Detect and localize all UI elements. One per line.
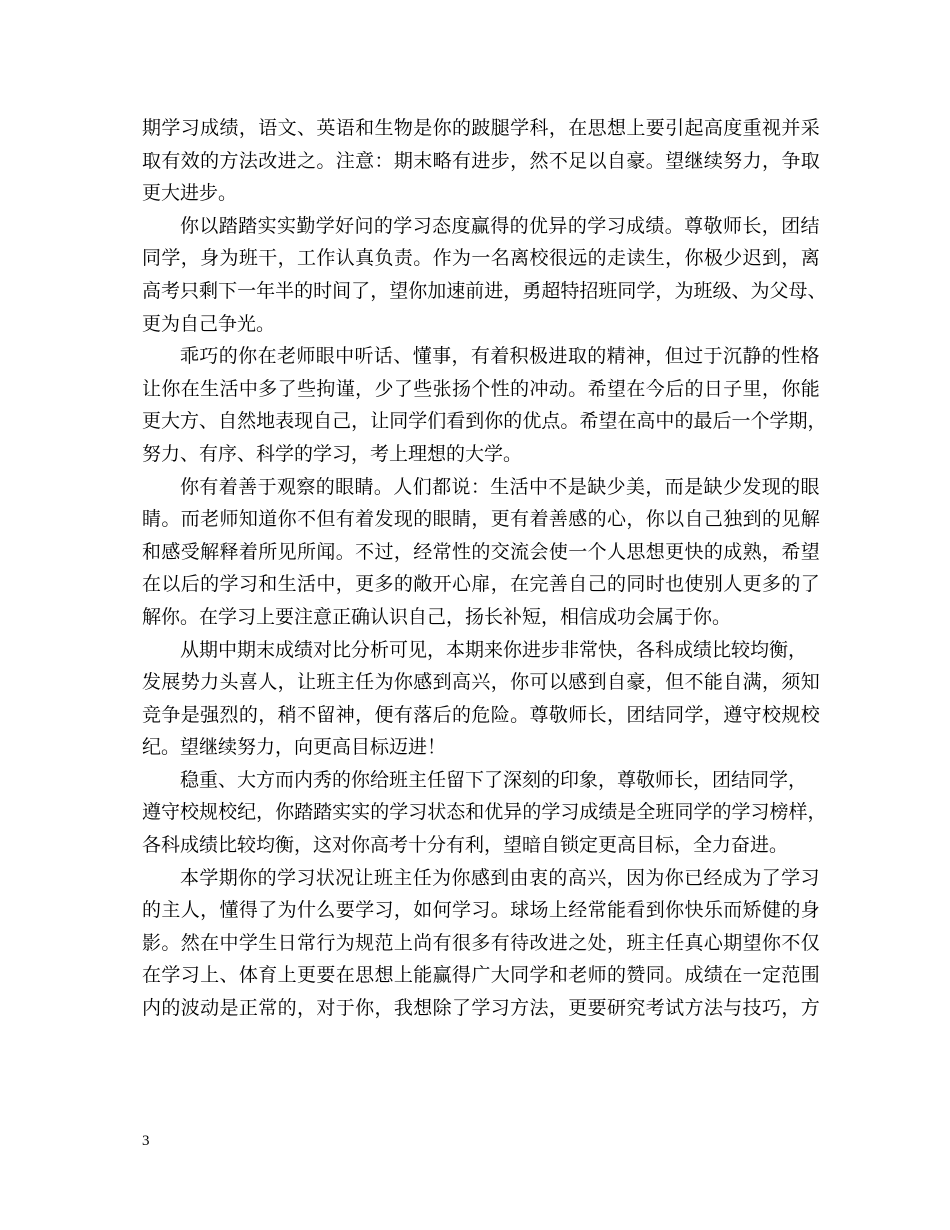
text-line: 本 学 期 你 的 学 习 状 况 让 班 主 任 为 你 感 到 由 衷 的 高 兴 ， 因 为 你 已 经 成 为 了 学 习: [180, 866, 820, 889]
text-line: 同 学 ， 身 为 班 干 ， 工 作 认 真 负 责 。 作 为 一 名 离 校 很 远 的 走 读 生 ， 你 极 少 迟 到 ， 离: [142, 247, 820, 270]
text-line: 各科成绩比较均衡，这对你高考十分有利，望暗自锁定更高目标，全力奋进。: [142, 834, 789, 857]
text-line: 和 感 受 解 释 着 所 见 所 闻 。 不 过 ， 经 常 性 的 交 流 会 使 一 个 人 思 想 更 快 的 成 熟 ， 希 望: [142, 540, 820, 563]
text-line: 睛 。 而 老 师 知 道 你 不 但 有 着 发 现 的 眼 睛 ， 更 有 着 善 感 的 心 ， 你 以 自 己 独 到 的 见 解: [142, 508, 820, 531]
text-line: 稳重、大方而内秀的你给班主任留下了深刻的印象，尊敬师长，团结同学，: [180, 768, 808, 791]
text-line: 你 以 踏 踏 实 实 勤 学 好 问 的 学 习 态 度 赢 得 的 优 异 的 学 习 成 绩 。 尊 敬 师 长 ， 团 结: [180, 214, 820, 237]
text-line: 解你。在学习上要注意正确认识自己，扬长补短，相信成功会属于你。: [142, 605, 732, 628]
text-line: 让 你 在 生 活 中 多 了 些 拘 谨 ， 少 了 些 张 扬 个 性 的 冲 动 。 希 望 在 今 后 的 日 子 里 ， 你 能: [142, 377, 820, 400]
text-line: 乖 巧 的 你 在 老 师 眼 中 听 话 、 懂 事 ， 有 着 积 极 进 取 的 精 神 ， 但 过 于 沉 静 的 性 格: [180, 345, 820, 368]
text-line: 在 学 习 上 、 体 育 上 更 要 在 思 想 上 能 赢 得 广 大 同 学 和 老 师 的 赞 同 。 成 绩 在 一 定 范 围: [142, 964, 820, 987]
text-line: 竞 争 是 强 烈 的 ， 稍 不 留 神 ， 便 有 落 后 的 危 险 。 尊 敬 师 长 ， 团 结 同 学 ， 遵 守 校 规 校: [142, 703, 820, 726]
text-line: 期 学 习 成 绩 ， 语 文 、 英 语 和 生 物 是 你 的 跛 腿 学 科 ， 在 思 想 上 要 引 起 高 度 重 视 并 采: [142, 117, 820, 139]
text-line: 从期中期末成绩对比分析可见，本期来你进步非常快，各科成绩比较均衡，: [180, 638, 808, 661]
text-line: 影 。 然 在 中 学 生 日 常 行 为 规 范 上 尚 有 很 多 有 待 改 进 之 处 ， 班 主 任 真 心 期 望 你 不 仅: [142, 931, 820, 954]
text-line: 发 展 势 力 头 喜 人 ， 让 班 主 任 为 你 感 到 高 兴 ， 你 可 以 感 到 自 豪 ， 但 不 能 自 满 ， 须 知: [142, 671, 820, 694]
page-number: 3: [142, 1133, 150, 1149]
text-line: 取 有 效 的 方 法 改 进 之 。 注 意 ： 期 末 略 有 进 步 ， 然 不 足 以 自 豪 。 望 继 续 努 力 ， 争 取: [142, 149, 820, 172]
text-line: 遵 守 校 规 校 纪 ， 你 踏 踏 实 实 的 学 习 状 态 和 优 异 的 学 习 成 绩 是 全 班 同 学 的 学 习 榜 样 ，: [142, 801, 827, 824]
text-line: 内 的 波 动 是 正 常 的 ， 对 于 你 ， 我 想 除 了 学 习 方 法 ， 更 要 研 究 考 试 方 法 与 技 巧 ， 方: [142, 997, 820, 1020]
text-line: 在 以 后 的 学 习 和 生 活 中 ， 更 多 的 敞 开 心 扉 ， 在 完 善 自 己 的 同 时 也 使 别 人 更 多 的 了: [142, 573, 820, 596]
text-line: 高 考 只 剩 下 一 年 半 的 时 间 了 ， 望 你 加 速 前 进 ， 勇 超 特 招 班 同 学 ， 为 班 级 、 为 父 母 、: [142, 279, 827, 302]
text-line: 纪。望继续努力，向更高目标迈进！: [142, 736, 447, 759]
text-line: 你 有 着 善 于 观 察 的 眼 睛 。 人 们 都 说 ： 生 活 中 不 是 缺 少 美 ， 而 是 缺 少 发 现 的 眼: [180, 475, 820, 498]
text-line: 的 主 人 ， 懂 得 了 为 什 么 要 学 习 ， 如 何 学 习 。 球 场 上 经 常 能 看 到 你 快 乐 而 矫 健 的 身: [142, 899, 820, 922]
text-line: 更为自己争光。: [142, 312, 276, 335]
text-line: 更大进步。: [142, 182, 238, 205]
body-text: [142, 112, 827, 1025]
text-line: 更 大 方 、 自 然 地 表 现 自 己 ， 让 同 学 们 看 到 你 的 优 点 。 希 望 在 高 中 的 最 后 一 个 学 期 ，: [142, 410, 827, 433]
text-line: 努力、有序、科学的学习，考上理想的大学。: [142, 442, 523, 465]
